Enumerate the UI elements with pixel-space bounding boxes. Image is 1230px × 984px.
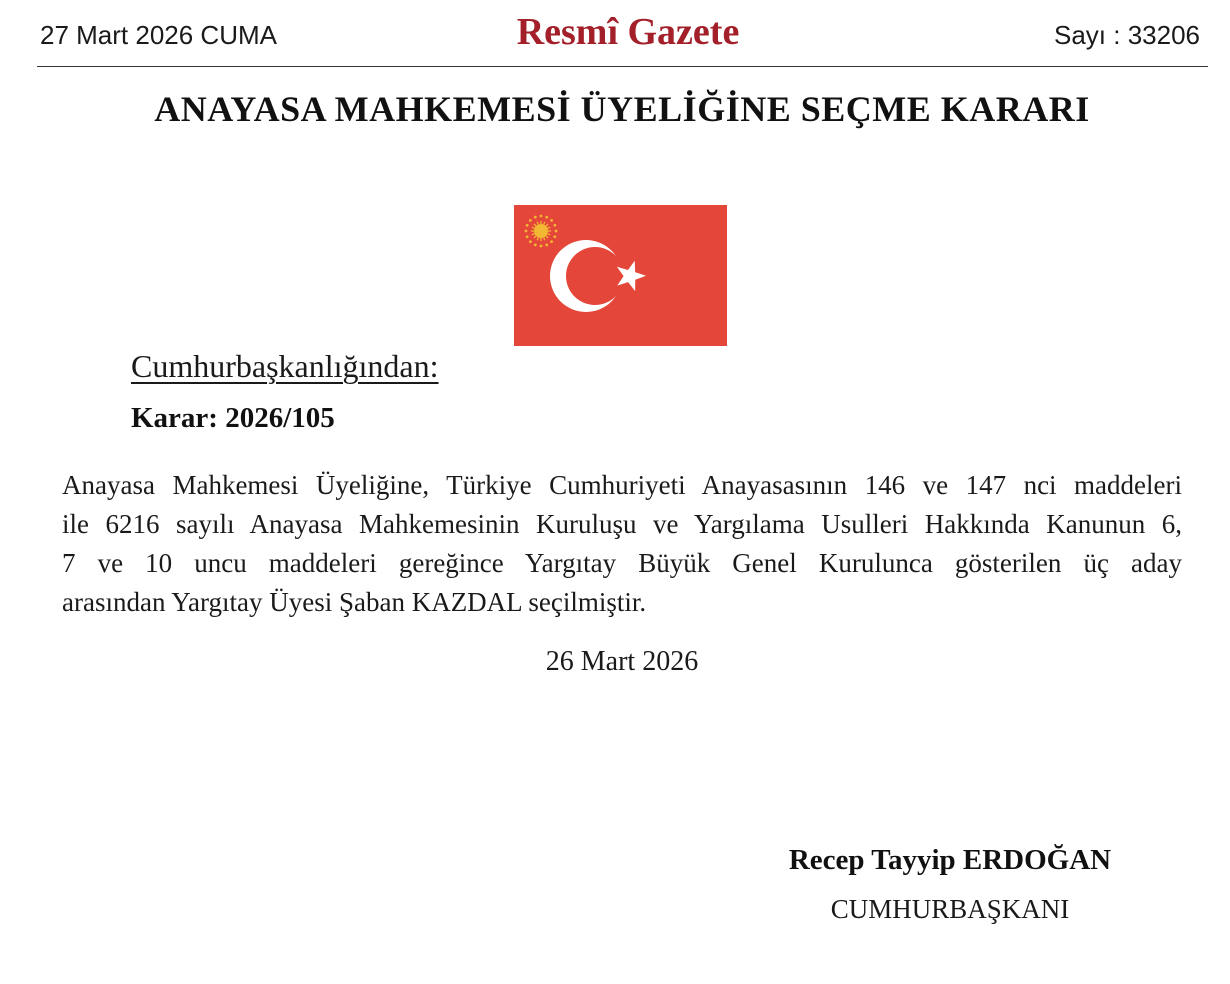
body-line: 7 ve 10 uncu maddeleri gereğince Yargıtay Büyük Genel Kurulunca gösterilen üç aday bbox=[62, 548, 1182, 578]
body-line: arasından Yargıtay Üyesi Şaban KAZDAL seçilmiştir. bbox=[62, 587, 647, 617]
sun-star bbox=[545, 216, 548, 219]
sun-star bbox=[534, 216, 537, 219]
body-line: Anayasa Mahkemesi Üyeliğine, Türkiye Cumhuriyeti Anayasasının 146 ve 147 nci maddeleri bbox=[62, 470, 1182, 500]
sun-star bbox=[553, 224, 556, 227]
decision-body bbox=[62, 466, 1182, 622]
sun-star bbox=[529, 219, 532, 222]
sun-star bbox=[550, 219, 553, 222]
sun-star bbox=[529, 240, 532, 243]
document-title: ANAYASA MAHKEMESİ ÜYELİĞİNE SEÇME KARARI bbox=[154, 89, 1090, 129]
sun-star bbox=[534, 243, 537, 246]
presidential-flag-icon bbox=[514, 205, 727, 346]
sun-star bbox=[553, 235, 556, 238]
crescent-inner bbox=[566, 247, 624, 305]
body-line: ile 6216 sayılı Anayasa Mahkemesinin Kuruluşu ve Yargılama Usulleri Hakkında Kanunun 6, bbox=[62, 509, 1182, 539]
sun-star bbox=[555, 230, 558, 233]
sun-star bbox=[545, 243, 548, 246]
decision-number: Karar: 2026/105 bbox=[131, 402, 335, 434]
issuer-heading: Cumhurbaşkanlığından: bbox=[131, 348, 439, 384]
publication-title: Resmî Gazete bbox=[516, 11, 740, 53]
sun-star bbox=[525, 230, 528, 233]
header-divider bbox=[37, 66, 1208, 67]
sun-star bbox=[540, 215, 543, 218]
header-date: 27 Mart 2026 CUMA bbox=[40, 20, 277, 50]
sun-star bbox=[540, 245, 543, 248]
sun-core bbox=[534, 224, 548, 238]
signer-title: CUMHURBAŞKANI bbox=[830, 894, 1070, 924]
sun-star bbox=[550, 240, 553, 243]
decision-date: 26 Mart 2026 bbox=[545, 646, 699, 677]
signer-name: Recep Tayyip ERDOĞAN bbox=[788, 844, 1112, 876]
sun-star bbox=[526, 224, 529, 227]
sun-star bbox=[526, 235, 529, 238]
issue-number: Sayı : 33206 bbox=[1054, 20, 1200, 50]
